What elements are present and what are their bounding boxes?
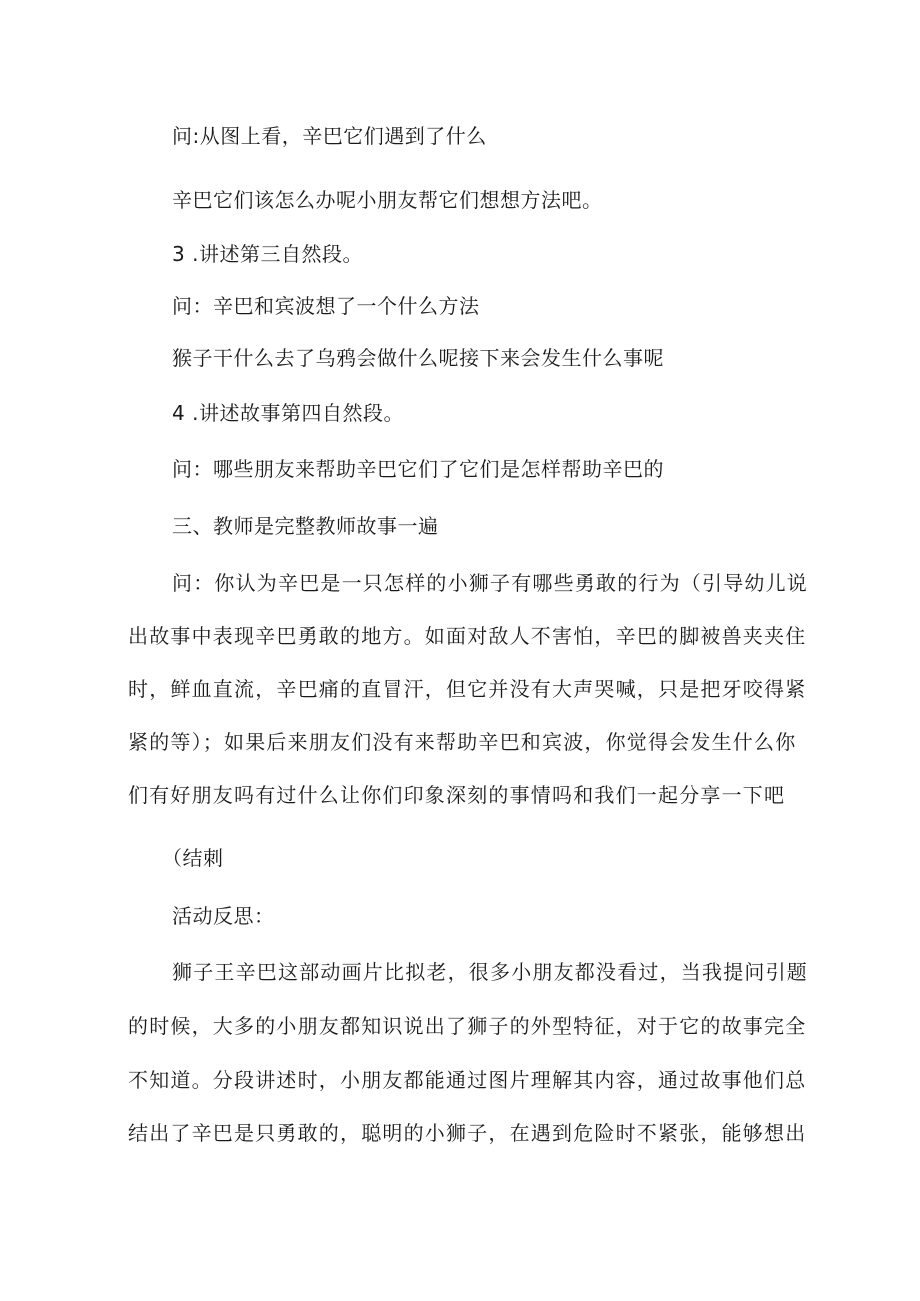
reflection-line-1: 狮子王辛巴这部动画片比拟老，很多小朋友都没看过，当我提问引题 bbox=[172, 960, 808, 984]
text-line-5: 猴子干什么去了乌鸦会做什么呢接下来会发生什么事呢 bbox=[172, 346, 664, 370]
text-line-2: 辛巴它们该怎么办呢小朋友帮它们想想方法吧。 bbox=[172, 188, 603, 212]
end-note: （结刺 bbox=[162, 846, 224, 870]
reflection-line-4: 结出了辛巴是只勇敢的，聪明的小狮子，在遇到危险时不紧张，能够想出 bbox=[128, 1121, 807, 1145]
question-line-4: 问：辛巴和宾波想了一个什么方法 bbox=[172, 294, 480, 318]
reflection-line-2: 的时候，大多的小朋友都知识说出了狮子的外型特征，对于它的故事完全 bbox=[128, 1014, 807, 1038]
question-line-7: 问：哪些朋友来帮助辛巴它们了它们是怎样帮助辛巴的 bbox=[172, 457, 664, 481]
paragraph-line-2: 出故事中表现辛巴勇敢的地方。如面对敌人不害怕，辛巴的脚被兽夹夹住 bbox=[128, 624, 807, 648]
paragraph-line-5: 们有好朋友吗有过什么让你们印象深刻的事情吗和我们一起分享一下吧 bbox=[128, 783, 786, 807]
paragraph-line-1: 问：你认为辛巴是一只怎样的小狮子有哪些勇敢的行为（引导幼儿说 bbox=[172, 571, 808, 595]
reflection-heading: 活动反思： bbox=[172, 904, 275, 928]
section-heading-3: 三、教师是完整教师故事一遍 bbox=[172, 514, 439, 538]
paragraph-line-4: 紧的等）；如果后来朋友们没有来帮助辛巴和宾波，你觉得会发生什么你 bbox=[128, 730, 797, 754]
paragraph-line-3: 时，鲜血直流，辛巴痛的直冒汗，但它并没有大声哭喊，只是把牙咬得紧 bbox=[128, 677, 807, 701]
numbered-item-6: 4 .讲述故事第四自然段。 bbox=[172, 401, 404, 425]
question-line-1: 问:从图上看，辛巴它们遇到了什么 bbox=[172, 124, 487, 148]
numbered-item-3: 3 .讲述第三自然段。 bbox=[172, 242, 363, 266]
reflection-line-3: 不知道。分段讲述时，小朋友都能通过图片理解其内容，通过故事他们总 bbox=[128, 1068, 807, 1092]
